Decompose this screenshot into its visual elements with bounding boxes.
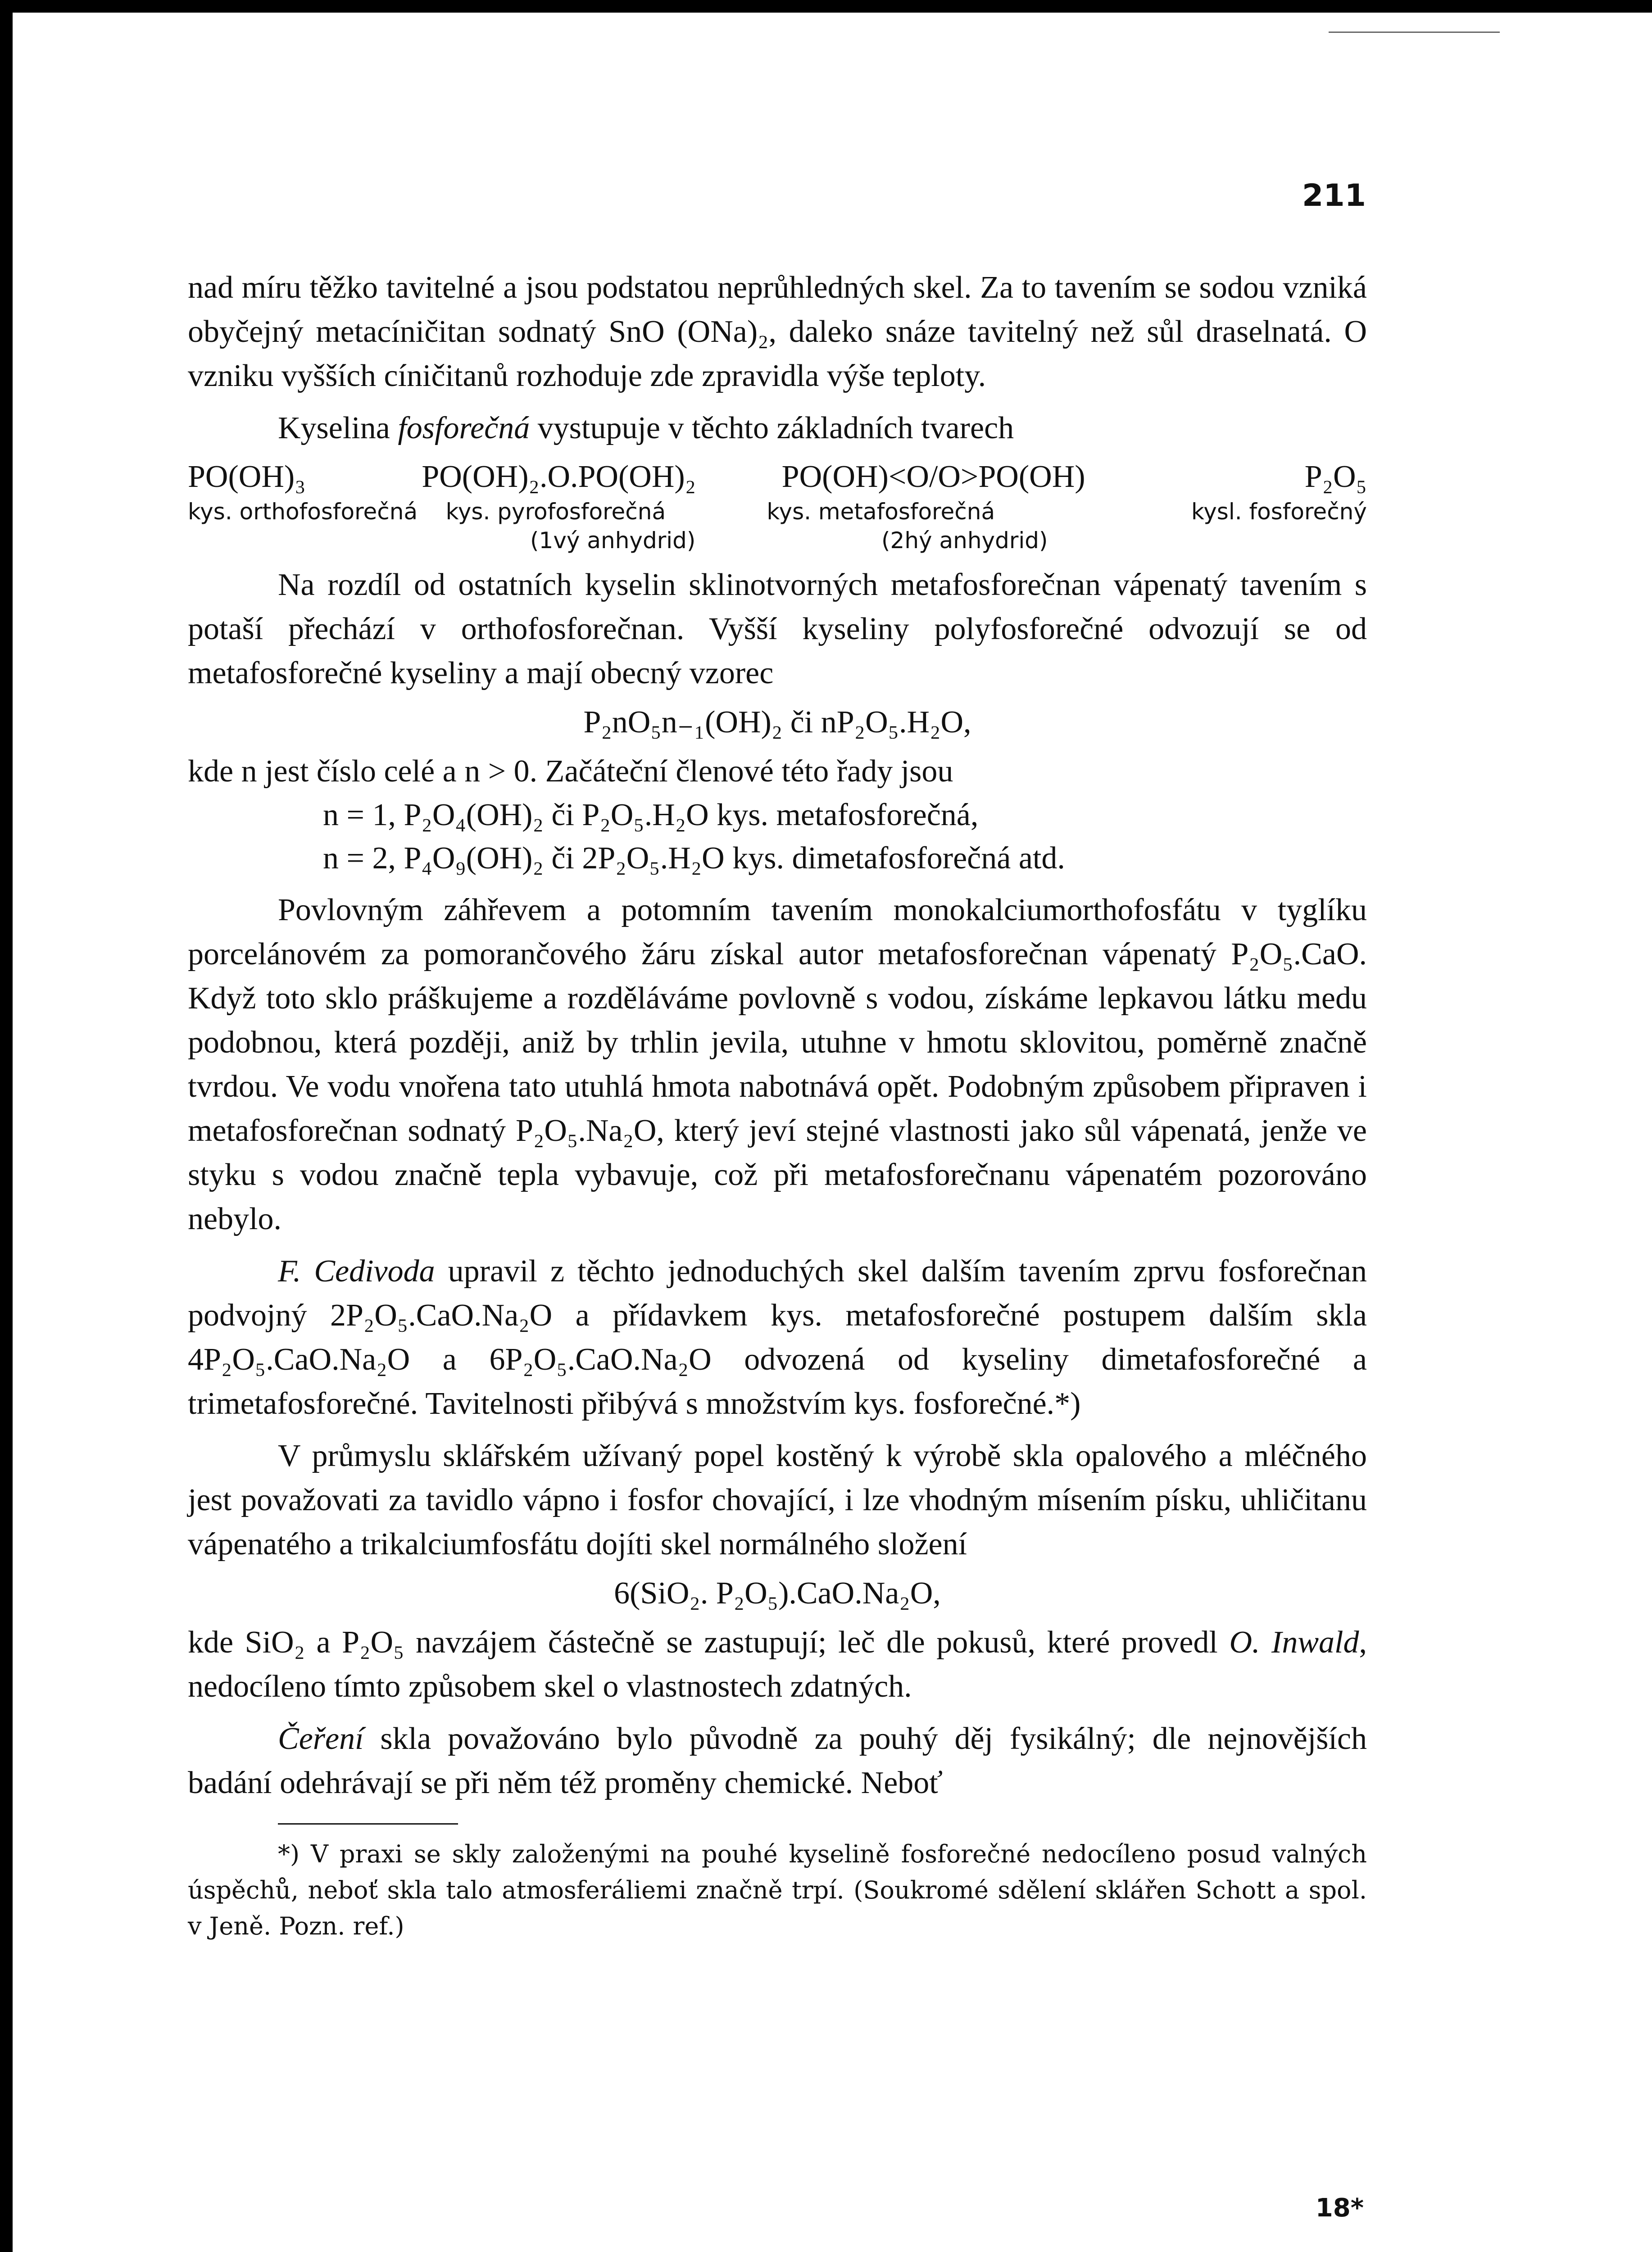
paragraph-2-start: Kyselina [278,411,398,445]
paragraph-3: Na rozdíl od ostatních kyselin sklinotvorných metafosforečnan vápenatý tavením s potaší přechází v orthofosforečnan. Vyšší kyseliny polyfosforečné odvozují se od metafosforečné kyseliny a mají obecný vzorec [188,568,1367,690]
scan-top-border [0,0,1652,13]
series-line-1: n = 1, P₂O₄(OH)₂ či P₂O₅.H₂O kys. metafosforečná, [323,798,979,832]
label-metaphosphoric: kys. metafosforečná [767,499,995,525]
cereni-term: Čeření [278,1721,364,1756]
paragraph-9-rest: skla považováno bylo původně za pouhý děj fysikálný; dle nejnovějších badání odehrávají se při něm též proměny chemické. Neboť [188,1721,1367,1800]
general-formula: P₂nO₅n₋₁(OH)₂ či nP₂O₅.H₂O, [583,705,971,740]
series-line-2: n = 2, P₄O₉(OH)₂ či 2P₂O₅.H₂O kys. dimetafosforečná atd. [323,841,1065,876]
fosforecna-term: fosforečná [398,411,530,445]
author-name-cedivoda: F. Cedivoda [278,1254,435,1289]
paragraph-2 [188,406,1367,450]
paragraph-4: kde n jest číslo celé a n > 0. Začáteční členové této řady jsou [188,754,953,789]
paragraph-9 [188,1717,1367,1805]
formula-row [188,457,1367,497]
paragraph-8-start: kde SiO₂ a P₂O₅ navzájem částečně se zastupují; leč dle pokusů, které provedl [188,1625,1230,1660]
page-body [188,266,1367,1944]
paragraph-5: Povlovným záhřevem a potomním tavením monokalciumorthofosfátu v tyglíku porcelánovém za pomorančového žáru získal autor metafosforečnan vápenatý P₂O₅.CaO. Když toto sklo práškujeme a rozděláváme povlovně s vodou, získáme lepkavou látku medu podobnou, která později, aniž by trhlin jevila, utuhne v hmotu sklovitou, poměrně značně tvrdou. Ve vodu vnořena tato utuhlá hmota nabotnává opět. Podobným způsobem připraven i metafosforečnan sodnatý P₂O₅.Na₂O, který jeví stejné vlastnosti jako sůl vápenatá, jenže ve styku s vodou značně tepla vybavuje, což při metafosforečnanu vápenatém pozorováno nebylo. [188,893,1367,1236]
paragraph-1: nad míru těžko tavitelné a jsou podstatou neprůhledných skel. Za to tavením se sodou vzniká obyčejný metacíničitan sodnatý SnO (ONa)₂, daleko snáze tavitelný než sůl draselnatá. O vzniku vyšších cíničitanů rozhoduje zde zpravidla výše teploty. [188,270,1367,393]
footnote: *) V praxi se skly založenými na pouhé kyselině fosforečné nedocíleno posud valných úspěchů, neboť skla talo atmosferáliemi značně trpí. (Soukromé sdělení sklářen Schott a spol. v Jeně. Pozn. ref.) [188,1840,1367,1940]
label-phosphorus-pentoxide: kysl. fosforečný [1191,499,1367,525]
normal-glass-formula: 6(SiO₂. P₂O₅).CaO.Na₂O, [614,1576,941,1611]
author-name-inwald: O. Inwald [1229,1625,1359,1660]
scan-artifact-line [1329,32,1500,33]
scan-left-border [0,0,13,2252]
label-orthophosphoric: kys. orthofosforečná [188,499,418,525]
formula-p2o5: P₂O₅ [1304,459,1367,494]
formula-orthophosphoric: PO(OH)₃ [188,459,306,494]
formula-sublabel-row [188,526,1367,555]
page-number: 211 [1302,178,1366,213]
sublabel-first-anhydride: (1vý anhydrid) [530,527,696,554]
paragraph-2-end: vystupuje v těchto základních tvarech [530,411,1014,445]
paragraph-7: V průmyslu sklářském užívaný popel kostěný k výrobě skla opalového a mléčného jest považovati za tavidlo vápno i fosfor chovající, i lze vhodným mísením písku, uhličitanu vápenatého a trikalciumfosfátu dojíti skel normálného složení [188,1439,1367,1562]
label-pyrophosphoric: kys. pyrofosforečná [445,499,666,525]
paragraph-6-rest: upravil z těchto jednoduchých skel dalším tavením zprvu fosforečnan podvojný 2P₂O₅.CaO.Na₂O a přídavkem kys. metafosforečné postupem dalším skla 4P₂O₅.CaO.Na₂O a 6P₂O₅.CaO.Na₂O odvozená od kyseliny dimetafosforečné a trimetafosforečné. Tavitelnosti přibývá s množstvím kys. fosforečné.*) [188,1254,1367,1421]
paragraph-6 [188,1249,1367,1426]
paragraph-8-end: , nedocíleno tímto způsobem skel o vlastnostech zdatných. [188,1625,1367,1704]
signature-mark: 18* [1315,2193,1364,2223]
formula-metaphosphoric: PO(OH)<O/O>PO(OH) [781,459,1085,494]
sublabel-second-anhydride: (2hý anhydrid) [881,527,1048,554]
formula-pyrophosphoric: PO(OH)₂.O.PO(OH)₂ [422,459,696,494]
formula-label-row [188,497,1367,526]
footnote-divider [278,1823,458,1825]
paragraph-8 [188,1621,1367,1709]
